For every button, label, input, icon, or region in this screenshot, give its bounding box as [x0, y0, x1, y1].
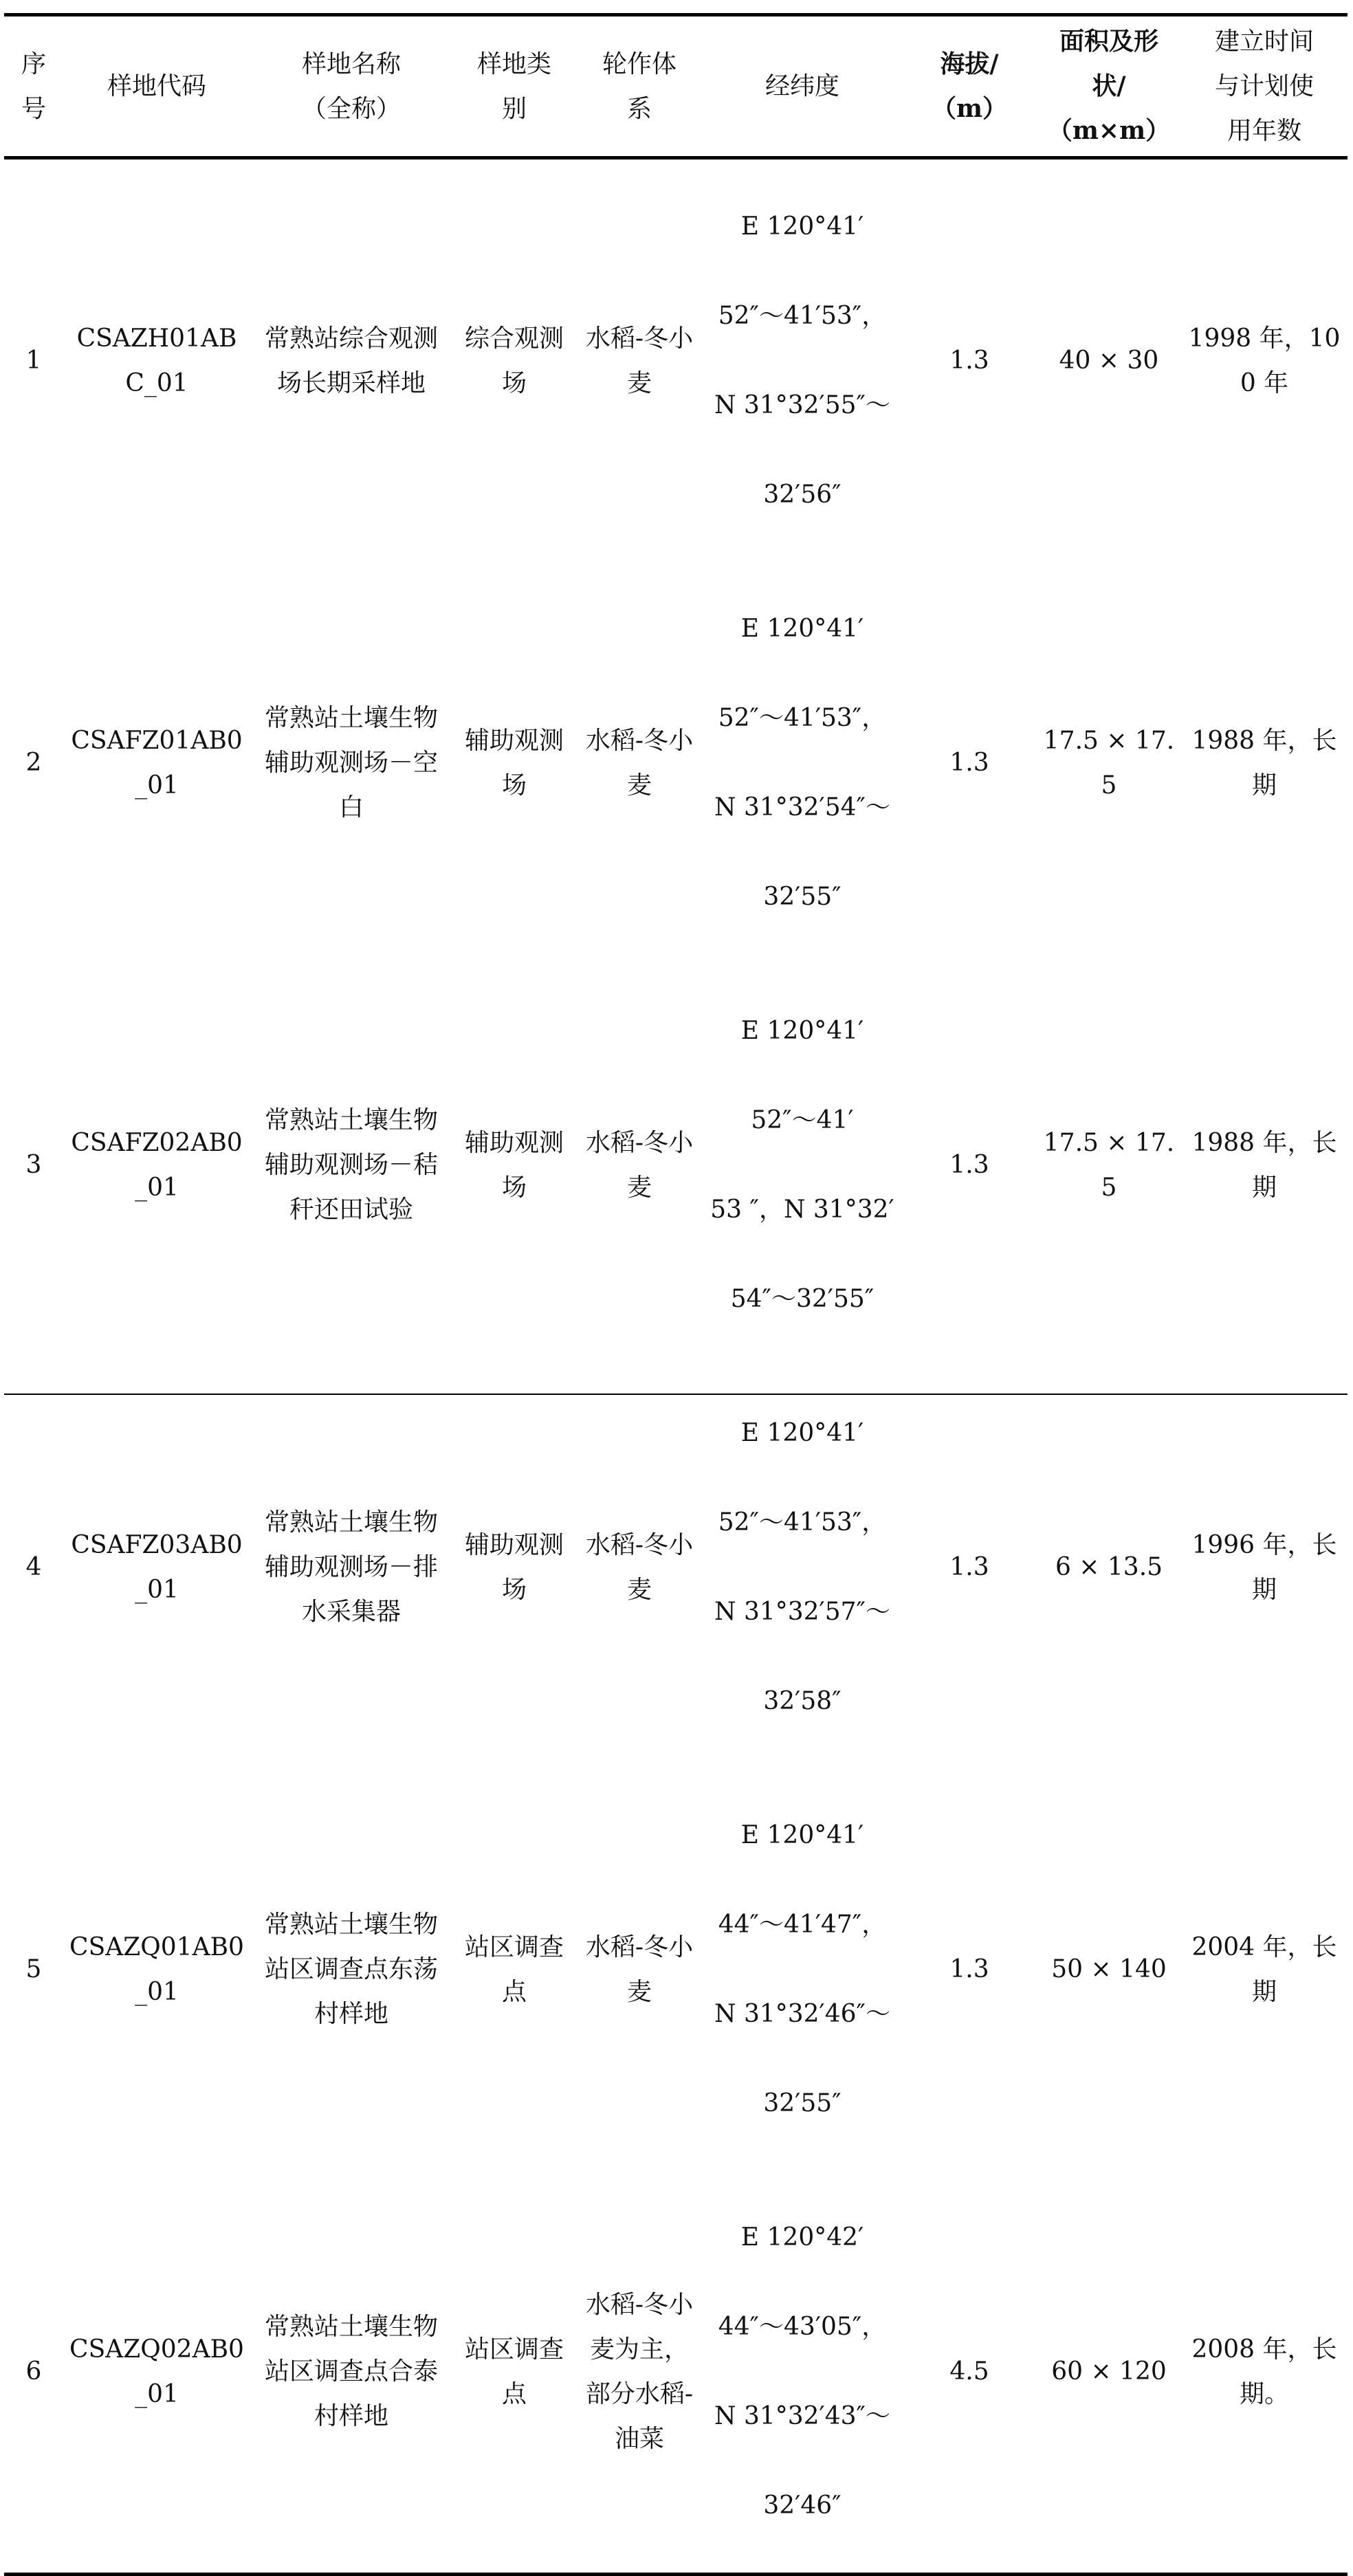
- header-altitude: 海拔/ （m）: [931, 49, 1008, 123]
- cell-coords: [703, 1366, 902, 1768]
- cell-area: 6 × 13.5: [1055, 1553, 1163, 1581]
- coord-line: N 31°32′54″～: [714, 793, 890, 822]
- cell-rotation: 水稻-冬小麦: [585, 1128, 694, 1202]
- cell-established: 2004 年，长期: [1191, 1933, 1337, 2006]
- cell-altitude: 1.3: [949, 346, 989, 375]
- table-body: [4, 158, 1348, 2575]
- header-no: 序 号: [21, 49, 46, 123]
- cell-no: 4: [25, 1553, 42, 1581]
- cell-name: 常熟站土壤生物辅助观测场－空白: [264, 704, 438, 822]
- header-coords: 经纬度: [764, 72, 839, 100]
- cell-area: 40 × 30: [1059, 346, 1159, 375]
- cell-established: 2008 年，长期。: [1191, 2335, 1337, 2408]
- cell-rotation: 水稻-冬小麦: [585, 1933, 694, 2006]
- cell-name: 常熟站土壤生物辅助观测场－秸秆还田试验: [264, 1106, 438, 1224]
- cell-rotation: 水稻-冬小麦为主，部分水稻-油菜: [585, 2290, 694, 2453]
- coord-line: 32′46″: [763, 2491, 842, 2520]
- cell-established: 1998 年，100 年: [1188, 324, 1341, 397]
- cell-code: CSAZQ02AB0_01: [69, 2335, 244, 2408]
- coord-line: E 120°41′: [740, 212, 864, 241]
- sample-plot-table-container: [4, 13, 1348, 2576]
- header-code: 样地代码: [107, 72, 206, 100]
- table-bottom-double-rule: [4, 1394, 1348, 1395]
- coord-line: 44″～43′05″，: [718, 2313, 887, 2341]
- cell-category: 辅助观测场: [464, 726, 564, 800]
- cell-established: 1996 年，长期: [1191, 1530, 1337, 1604]
- header-row: [4, 15, 1348, 158]
- cell-area: 17.5 × 17.5: [1043, 1128, 1175, 1202]
- coord-line: 32′55″: [763, 2089, 842, 2117]
- cell-area: 17.5 × 17.5: [1043, 726, 1175, 800]
- coord-line: E 120°42′: [740, 2223, 864, 2252]
- coord-line: 44″～41′47″，: [718, 1911, 887, 1939]
- table-row: [4, 1768, 1348, 2170]
- header-name: 样地名称 （全称）: [301, 49, 401, 123]
- cell-code: CSAFZ03AB0_01: [71, 1530, 243, 1604]
- cell-name: 常熟站土壤生物站区调查点东荡村样地: [264, 1911, 438, 2028]
- cell-rotation: 水稻-冬小麦: [585, 1530, 694, 1604]
- cell-altitude: 1.3: [949, 1955, 989, 1983]
- cell-name: 常熟站综合观测场长期采样地: [264, 324, 438, 397]
- cell-category: 站区调查点: [464, 1933, 564, 2006]
- cell-no: 5: [25, 1955, 42, 1983]
- coord-line: 54″～32′55″: [730, 1285, 874, 1313]
- cell-category: 站区调查点: [464, 2335, 564, 2408]
- cell-no: 6: [25, 2357, 42, 2386]
- cell-altitude: 1.3: [949, 749, 989, 777]
- cell-established: 1988 年，长期: [1191, 1128, 1337, 1202]
- coord-line: N 31°32′57″～: [714, 1598, 890, 1626]
- cell-code: CSAFZ02AB0_01: [71, 1128, 243, 1202]
- coord-line: E 120°41′: [740, 1821, 864, 1849]
- coord-line: 53 ″，N 31°32′: [710, 1196, 894, 1224]
- cell-coords: [703, 158, 902, 562]
- sample-plot-table: [4, 13, 1348, 2576]
- table-row: [4, 562, 1348, 964]
- cell-rotation: 水稻-冬小麦: [585, 726, 694, 800]
- cell-area: 50 × 140: [1051, 1955, 1167, 1983]
- cell-code: CSAZQ01AB0_01: [69, 1933, 244, 2006]
- table-row: [4, 2170, 1348, 2575]
- cell-no: 2: [25, 749, 42, 777]
- coord-line: 52″～41′53″，: [718, 1508, 887, 1537]
- coord-line: E 120°41′: [740, 615, 864, 643]
- table-header: [4, 15, 1348, 158]
- cell-coords: [703, 562, 902, 964]
- cell-code: CSAFZ01AB0_01: [71, 726, 243, 800]
- coord-line: 32′58″: [763, 1687, 842, 1715]
- cell-code: CSAZH01ABC_01: [76, 324, 237, 397]
- cell-altitude: 4.5: [949, 2357, 989, 2386]
- coord-line: N 31°32′46″～: [714, 2000, 890, 2028]
- cell-category: 综合观测场: [464, 324, 564, 397]
- table-row: [4, 1366, 1348, 1768]
- coord-line: 52″～41′: [751, 1106, 854, 1134]
- cell-coords: [703, 1768, 902, 2170]
- cell-name: 常熟站土壤生物站区调查点合泰村样地: [264, 2313, 438, 2430]
- coord-line: N 31°32′43″～: [714, 2402, 890, 2430]
- cell-no: 1: [25, 346, 42, 375]
- coord-line: 52″～41′53″，: [718, 704, 887, 732]
- cell-no: 3: [25, 1151, 42, 1179]
- header-area: 面积及形 状/（m×m）: [1047, 27, 1171, 145]
- cell-category: 辅助观测场: [464, 1530, 564, 1604]
- coord-line: E 120°41′: [740, 1017, 864, 1045]
- table-row: [4, 158, 1348, 562]
- cell-altitude: 1.3: [949, 1151, 989, 1179]
- cell-altitude: 1.3: [949, 1553, 989, 1581]
- cell-name: 常熟站土壤生物辅助观测场－排水采集器: [264, 1508, 438, 1626]
- coord-line: 52″～41′53″，: [718, 302, 887, 330]
- header-rotation: 轮作体 系: [602, 49, 676, 123]
- cell-coords: [703, 2170, 902, 2575]
- cell-area: 60 × 120: [1051, 2357, 1167, 2386]
- header-established: 建立时间 与计划使 用年数: [1214, 27, 1314, 145]
- cell-category: 辅助观测场: [464, 1128, 564, 1202]
- cell-rotation: 水稻-冬小麦: [585, 324, 694, 397]
- header-category: 样地类 别: [476, 49, 551, 123]
- coord-line: 32′55″: [763, 883, 842, 911]
- cell-coords: [703, 964, 902, 1366]
- table-row: [4, 964, 1348, 1366]
- coord-line: 32′56″: [763, 481, 842, 509]
- cell-established: 1988 年，长期: [1191, 726, 1337, 800]
- coord-line: N 31°32′55″～: [714, 391, 890, 419]
- coord-line: E 120°41′: [740, 1419, 864, 1447]
